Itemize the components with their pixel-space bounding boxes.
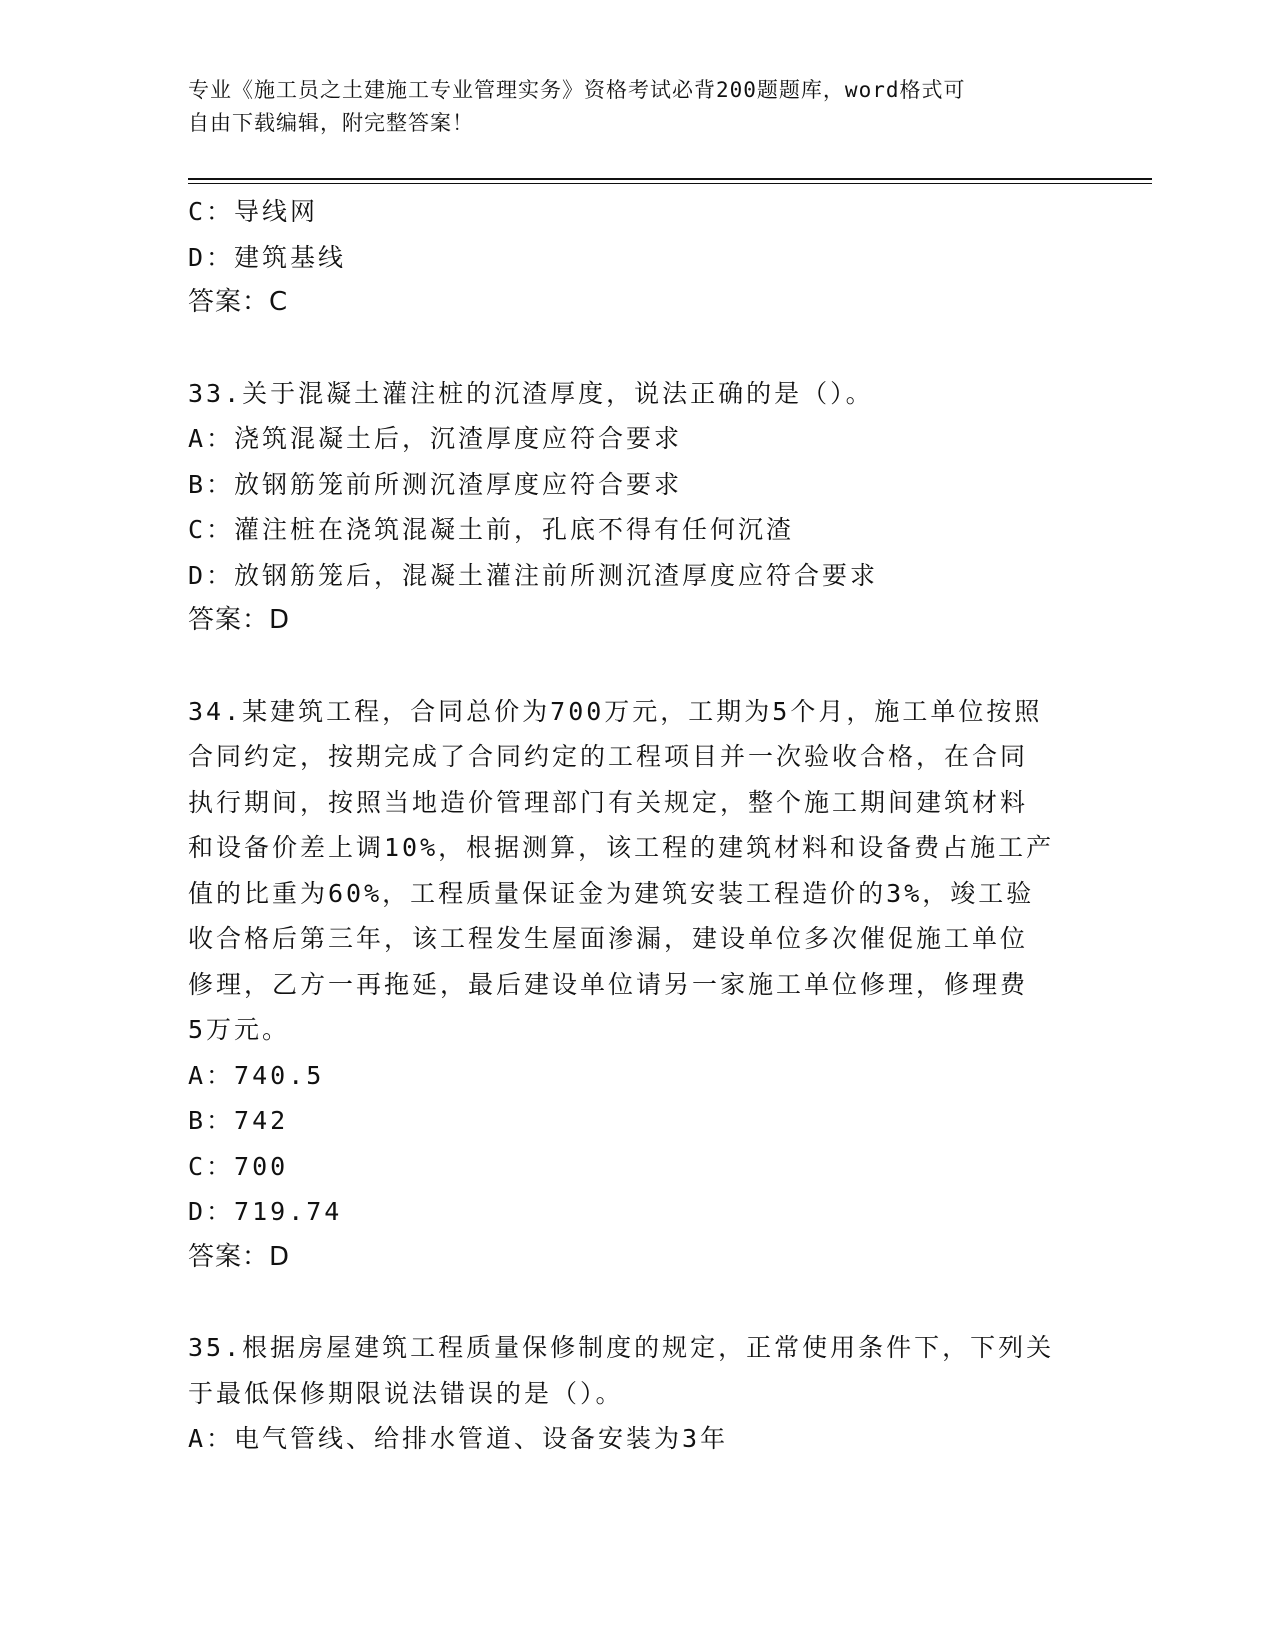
stem-line: 修理，乙方一再拖延，最后建设单位请另一家施工单位修理，修理费 — [188, 969, 1029, 999]
stem-line: 收合格后第三年，该工程发生屋面渗漏，建设单位多次催促施工单位 — [188, 924, 1029, 953]
header-rule-thick — [188, 178, 1152, 180]
question-34 — [188, 689, 1088, 1281]
question-32-tail — [188, 189, 1088, 326]
option-c: C：灌注桩在浇筑混凝土前，孔底不得有任何沉渣 — [188, 515, 795, 544]
header-line-1: 专业《施工员之土建施工专业管理实务》资格考试必背200题题库，word格式可 — [188, 78, 966, 102]
option-a: A：电气管线、给排水管道、设备安装为3年 — [188, 1424, 729, 1453]
question-stem — [188, 371, 1088, 417]
option-d: D：放钢筋笼后，混凝土灌注前所测沉渣厚度应符合要求 — [188, 560, 879, 590]
question-35 — [188, 1325, 1088, 1462]
stem-line: 和设备价差上调10%，根据测算，该工程的建筑材料和设备费占施工产 — [188, 833, 1055, 862]
document-body — [188, 189, 1088, 1462]
stem-line: 执行期间，按照当地造价管理部门有关规定，整个施工期间建筑材料 — [188, 787, 1029, 817]
stem-line: 合同约定，按期完成了合同约定的工程项目并一次验收合格，在合同 — [188, 742, 1029, 771]
option-a: A：浇筑混凝土后，沉渣厚度应符合要求 — [188, 424, 683, 453]
document-header — [188, 74, 1068, 140]
stem-line: 值的比重为60%，工程质量保证金为建筑安装工程造价的3%，竣工验 — [188, 878, 1035, 908]
question-stem — [188, 1325, 1088, 1416]
question-33 — [188, 371, 1088, 644]
option-d: D：建筑基线 — [188, 242, 347, 272]
option-c: C：700 — [188, 1151, 289, 1181]
header-rule-thin — [188, 183, 1152, 184]
option-c: C：导线网 — [188, 197, 319, 226]
stem-line: 33.关于混凝土灌注桩的沉渣厚度，说法正确的是（）。 — [188, 378, 874, 408]
answer-line: 答案：C — [188, 287, 289, 317]
option-d: D：719.74 — [188, 1197, 343, 1226]
option-b: B：742 — [188, 1106, 289, 1135]
answer-line: 答案：D — [188, 605, 291, 635]
answer-line: 答案：D — [188, 1241, 291, 1272]
stem-line: 35.根据房屋建筑工程质量保修制度的规定，正常使用条件下，下列关 — [188, 1333, 1055, 1362]
stem-line: 34.某建筑工程，合同总价为700万元，工期为5个月，施工单位按照 — [188, 696, 1043, 726]
question-stem — [188, 689, 1088, 1053]
option-b: B：放钢筋笼前所测沉渣厚度应符合要求 — [188, 469, 683, 499]
stem-line: 于最低保修期限说法错误的是（）。 — [188, 1378, 624, 1408]
stem-line: 5万元。 — [188, 1015, 291, 1044]
header-line-2: 自由下载编辑，附完整答案！ — [188, 111, 474, 135]
option-a: A：740.5 — [188, 1060, 325, 1090]
